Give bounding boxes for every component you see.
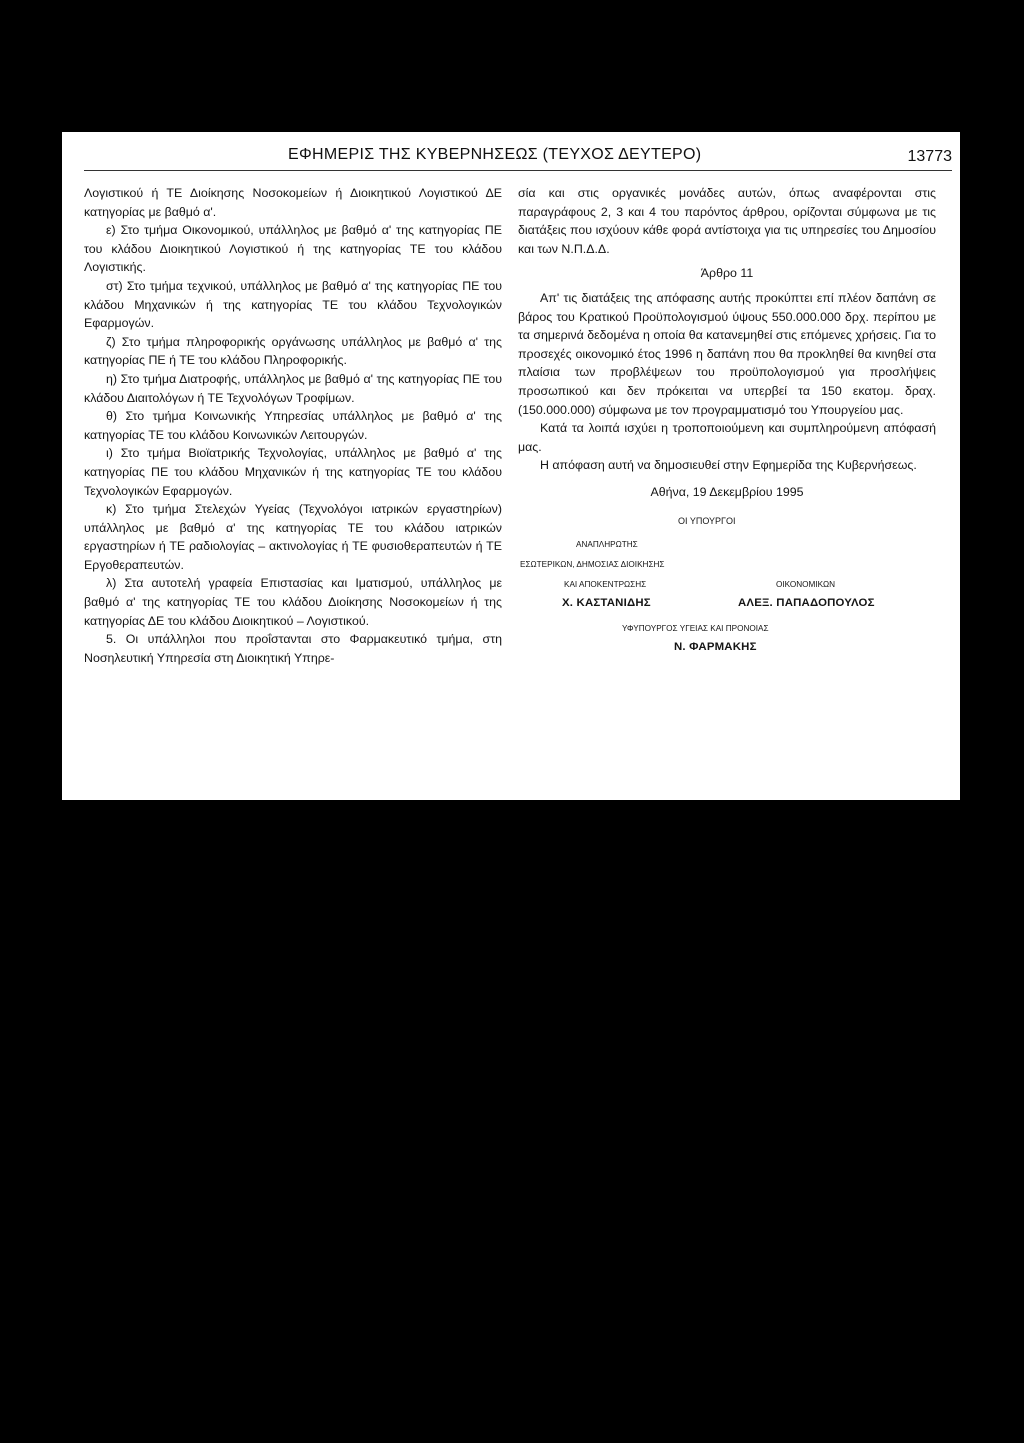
page-number: 13773	[907, 148, 952, 165]
page-header	[84, 146, 952, 176]
paragraph: θ) Στο τμήμα Κοινωνικής Υπηρεσίας υπάλληλος με βαθμό α' της κατηγορίας ΤΕ του κλάδου Κοινωνικών Λειτουργών.	[84, 409, 502, 442]
signer-role: ΟΙΚΟΝΟΜΙΚΩΝ	[776, 579, 836, 589]
paragraph: ζ) Στο τμήμα πληροφορικής οργάνωσης υπάλληλος με βαθμό α' της κατηγορίας ΠΕ ή ΤΕ του κλάδου Πληροφορικής.	[84, 334, 502, 368]
paragraph: σία και στις οργανικές μονάδες αυτών, όπως αναφέρονται στις παραγράφους 2, 3 και 4 του παρόντος άρθρου, ορίζονται σύμφωνα με τις διατάξεις που ισχύουν κάθε φορά αντίστοιχα για τις υπηρεσίες του Δημοσίου και των Ν.Π.Δ.Δ.	[518, 186, 936, 256]
ministers-heading: ΟΙ ΥΠΟΥΡΓΟΙ	[678, 515, 736, 526]
signer-role: ΑΝΑΠΛΗΡΩΤΗΣ	[576, 539, 638, 549]
left-column	[84, 184, 502, 667]
right-column	[518, 184, 936, 688]
signer-role: ΚΑΙ ΑΠΟΚΕΝΤΡΩΣΗΣ	[564, 579, 647, 589]
signer-name: Ν. ΦΑΡΜΑΚΗΣ	[674, 640, 757, 653]
date-line: Αθήνα, 19 Δεκεμβρίου 1995	[650, 484, 804, 499]
gazette-title: ΕΦΗΜΕΡΙΣ ΤΗΣ ΚΥΒΕΡΝΗΣΕΩΣ (ΤΕΥΧΟΣ ΔΕΥΤΕΡΟ)	[288, 146, 702, 163]
paragraph: Απ' τις διατάξεις της απόφασης αυτής προκύπτει επί πλέον δαπάνη σε βάρος του Κρατικού Προϋπολογισμού ύψους 550.000.000 δρχ. περίπου με τα σημερινά δεδομένα η οποία θα κατανεμηθεί στις επόμενες χρήσεις. Για το προσεχές οικονομικό έτος 1996 η δαπάνη που θα προκληθεί θα κινηθεί στα πλαίσια των προβλέψεων του προϋπολογισμού για προσλήψεις προσωπικού και δεν πρόκειται να υπερβεί τα 150 εκατομ. δραχ. (150.000.000) σύμφωνα με τον προγραμματισμό του Υπουργείου μας.	[518, 290, 936, 417]
signer-role: ΥΦΥΠΟΥΡΓΟΣ ΥΓΕΙΑΣ ΚΑΙ ΠΡΟΝΟΙΑΣ	[622, 623, 769, 633]
paragraph: ι) Στο τμήμα Βιοϊατρικής Τεχνολογίας, υπάλληλος με βαθμό α' της κατηγορίας ΠΕ του κλάδου Μηχανικών ή της κατηγορίας ΤΕ του κλάδου Τεχνολογικών Εφαρμογών.	[84, 446, 502, 498]
signer-name: ΑΛΕΞ. ΠΑΠΑΔΟΠΟΥΛΟΣ	[738, 596, 875, 609]
signer-name: Χ. ΚΑΣΤΑΝΙΔΗΣ	[562, 596, 651, 609]
signatures-block	[518, 508, 936, 688]
signer-role: ΕΣΩΤΕΡΙΚΩΝ, ΔΗΜΟΣΙΑΣ ΔΙΟΙΚΗΣΗΣ	[520, 559, 665, 569]
paragraph: ε) Στο τμήμα Οικονομικού, υπάλληλος με βαθμό α' της κατηγορίας ΠΕ του κλάδου Διοικητικού Λογιστικού ή της κατηγορίας ΤΕ του κλάδου Λογιστικής.	[84, 223, 502, 275]
paragraph: λ) Στα αυτοτελή γραφεία Επιστασίας και Ιματισμού, υπάλληλος με βαθμό α' της κατηγορίας ΤΕ του κλάδου Διοίκησης Νοσοκομείων ή της κατηγορίας ΔΕ του κλάδου Διοικητικού – Λογιστικού.	[84, 576, 502, 628]
paragraph: κ) Στο τμήμα Στελεχών Υγείας (Τεχνολόγοι ιατρικών εργαστηρίων) υπάλληλος με βαθμό α' της κατηγορίας ΤΕ του κλάδου ιατρικών εργαστηρίων ή ΤΕ ραδιολογίας – ακτινολογίας ή ΤΕ φυσιοθεραπευτών ή ΤΕ Εργοθεραπευτών.	[84, 502, 502, 572]
article-title: Άρθρο 11	[700, 266, 754, 281]
paragraph: στ) Στο τμήμα τεχνικού, υπάλληλος με βαθμό α' της κατηγορίας ΠΕ του κλάδου Μηχανικών ή της κατηγορίας ΤΕ του κλάδου Τεχνολογικών Εφαρμογών.	[84, 278, 502, 331]
paragraph: Λογιστικού ή ΤΕ Διοίκησης Νοσοκομείων ή Διοικητικού Λογιστικού ΔΕ κατηγορίας με βαθμό α'.	[84, 186, 502, 219]
header-divider	[84, 170, 952, 171]
paragraph: 5. Οι υπάλληλοι που προΐστανται στο Φαρμακευτικό τμήμα, στη Νοσηλευτική Υπηρεσία στη Διοικητική Υπηρε-	[84, 632, 502, 665]
paragraph: Η απόφαση αυτή να δημοσιευθεί στην Εφημερίδα της Κυβερνήσεως.	[540, 458, 917, 473]
gazette-page	[62, 132, 960, 800]
paragraph: η) Στο τμήμα Διατροφής, υπάλληλος με βαθμό α' της κατηγορίας ΠΕ του κλάδου Διαιτολόγων ή ΤΕ Τεχνολόγων Τροφίμων.	[84, 371, 502, 405]
paragraph: Κατά τα λοιπά ισχύει η τροποποιούμενη και συμπληρούμενη απόφασή μας.	[518, 421, 936, 454]
